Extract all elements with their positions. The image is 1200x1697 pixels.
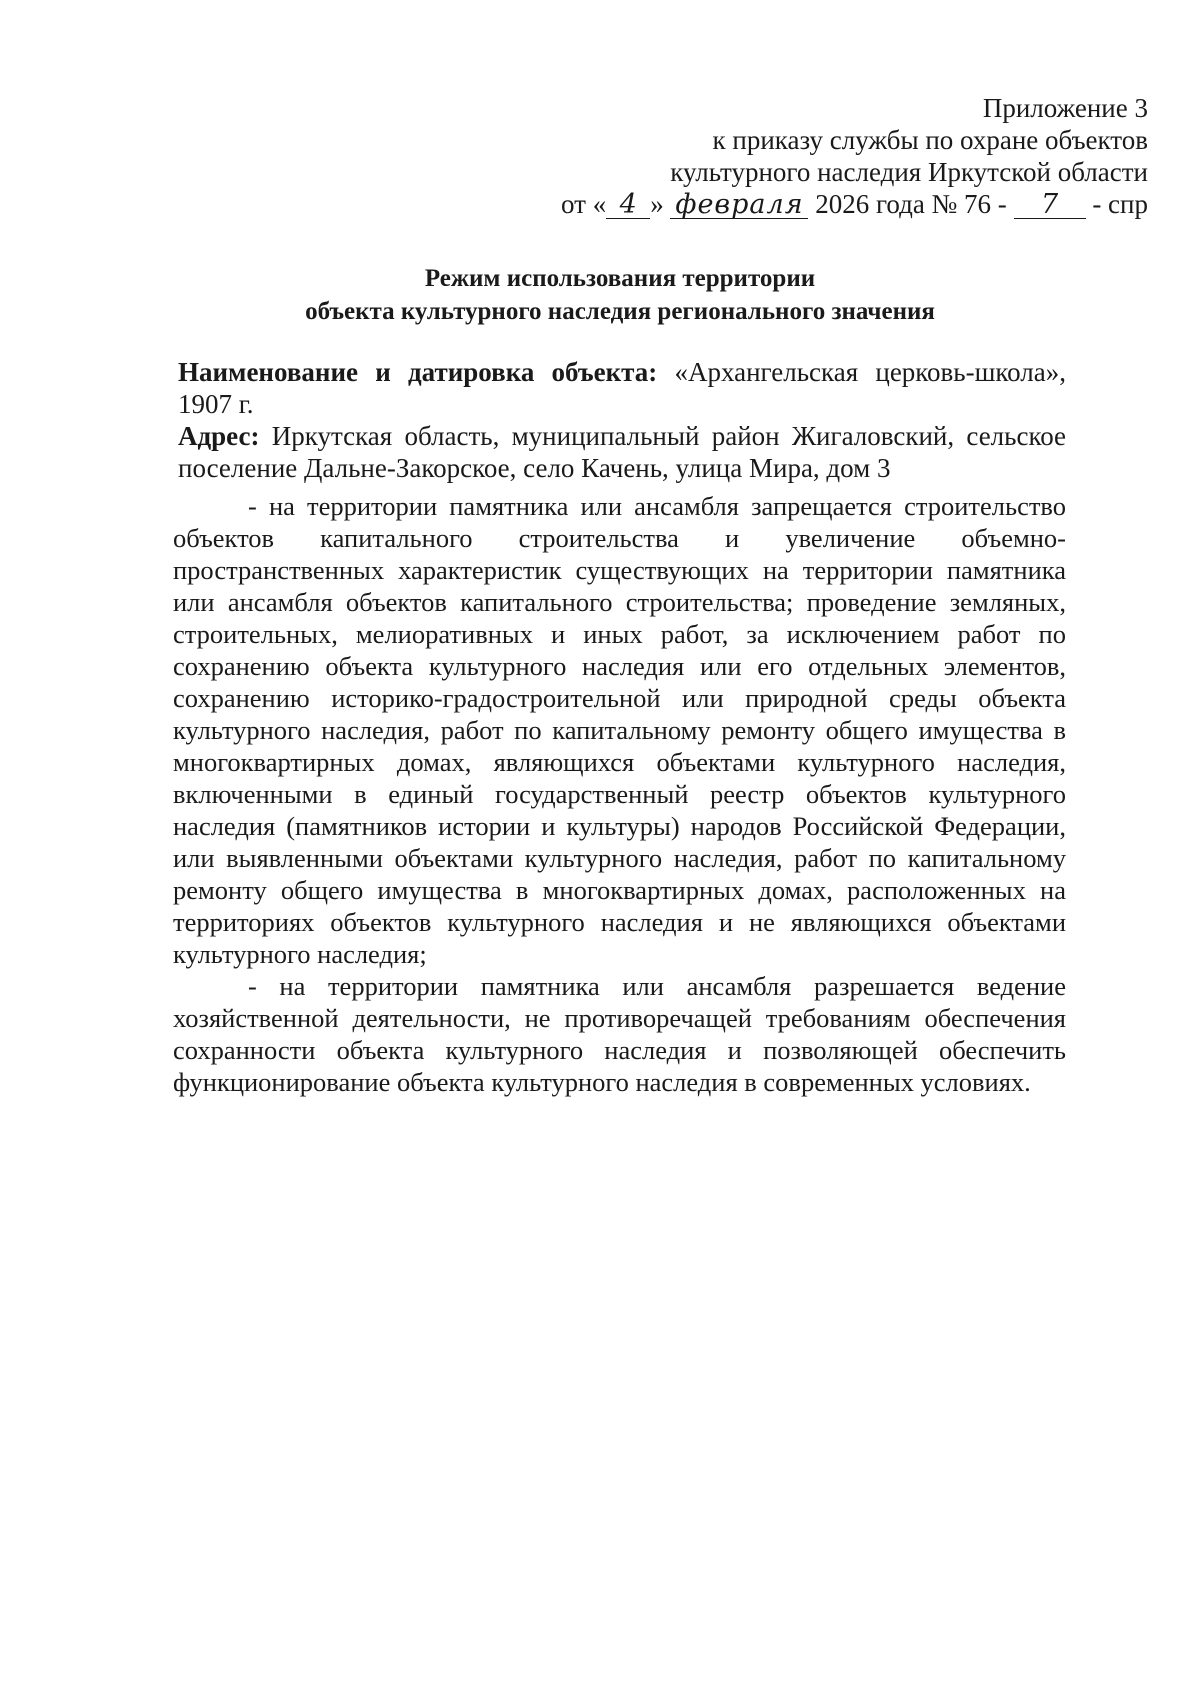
object-name-row xyxy=(178,356,1066,420)
object-name-label: Наименование и датировка объекта: xyxy=(178,357,658,387)
date-quote-close: » xyxy=(650,189,664,219)
appendix-number: Приложение 3 xyxy=(982,93,1148,123)
title-line-1: Режим использования территории xyxy=(424,265,816,292)
object-address-row xyxy=(178,420,1066,484)
handwritten-day: 4 xyxy=(606,192,650,219)
handwritten-order-number: 7 xyxy=(1014,192,1086,219)
handwritten-month: февраля xyxy=(670,192,808,219)
appendix-header xyxy=(528,92,1148,220)
object-name-value: «Архангельская церковь-школа», 1907 г. xyxy=(178,357,1066,419)
title-line-2: объекта культурного наследия регионального значения xyxy=(305,298,935,325)
date-prefix: от « xyxy=(561,189,607,219)
regime-text xyxy=(173,490,1066,1098)
date-year-part: 2026 года № 76 - xyxy=(815,189,1007,219)
order-suffix: - спр xyxy=(1092,189,1148,219)
appendix-date-line xyxy=(528,188,1148,220)
regime-paragraph-prohibited: - на территории памятника или ансамбля запрещается строительство объектов капитального строительства и увеличение объемно-пространственных характеристик существующих на территории памятника или ансамбля объектов капитального строительства; проведение земляных, строительных, мелиоративных и иных работ, за исключением работ по сохранению объекта культурного наследия или его отдельных элементов, сохранению историко-градостроительной или природной среды объекта культурного наследия, работ по капитальному ремонту общего имущества в многоквартирных домах, являющихся объектами культурного наследия, включенными в единый государственный реестр объектов культурного наследия (памятников истории и культуры) народов Российской Федерации, или выявленными объектами культурного наследия, работ по капитальному ремонту общего имущества в многоквартирных домах, расположенных на территориях объектов культурного наследия и не являющихся объектами культурного наследия; xyxy=(173,491,1066,969)
regime-paragraph-permitted: - на территории памятника или ансамбля разрешается ведение хозяйственной деятельности, не противоречащей требованиям обеспечения сохранности объекта культурного наследия и позволяющей обеспечить функционирование объекта культурного наследия в современных условиях. xyxy=(173,971,1066,1097)
appendix-agency-line: культурного наследия Иркутской области xyxy=(670,157,1148,187)
object-address-value: Иркутская область, муниципальный район Жигаловский, сельское поселение Дальне-Закорское, село Качень, улица Мира, дом 3 xyxy=(178,421,1067,483)
object-info xyxy=(178,356,1066,484)
object-address-label: Адрес: xyxy=(178,421,260,451)
appendix-order-line: к приказу службы по охране объектов xyxy=(712,125,1148,155)
document-title xyxy=(170,262,1070,328)
